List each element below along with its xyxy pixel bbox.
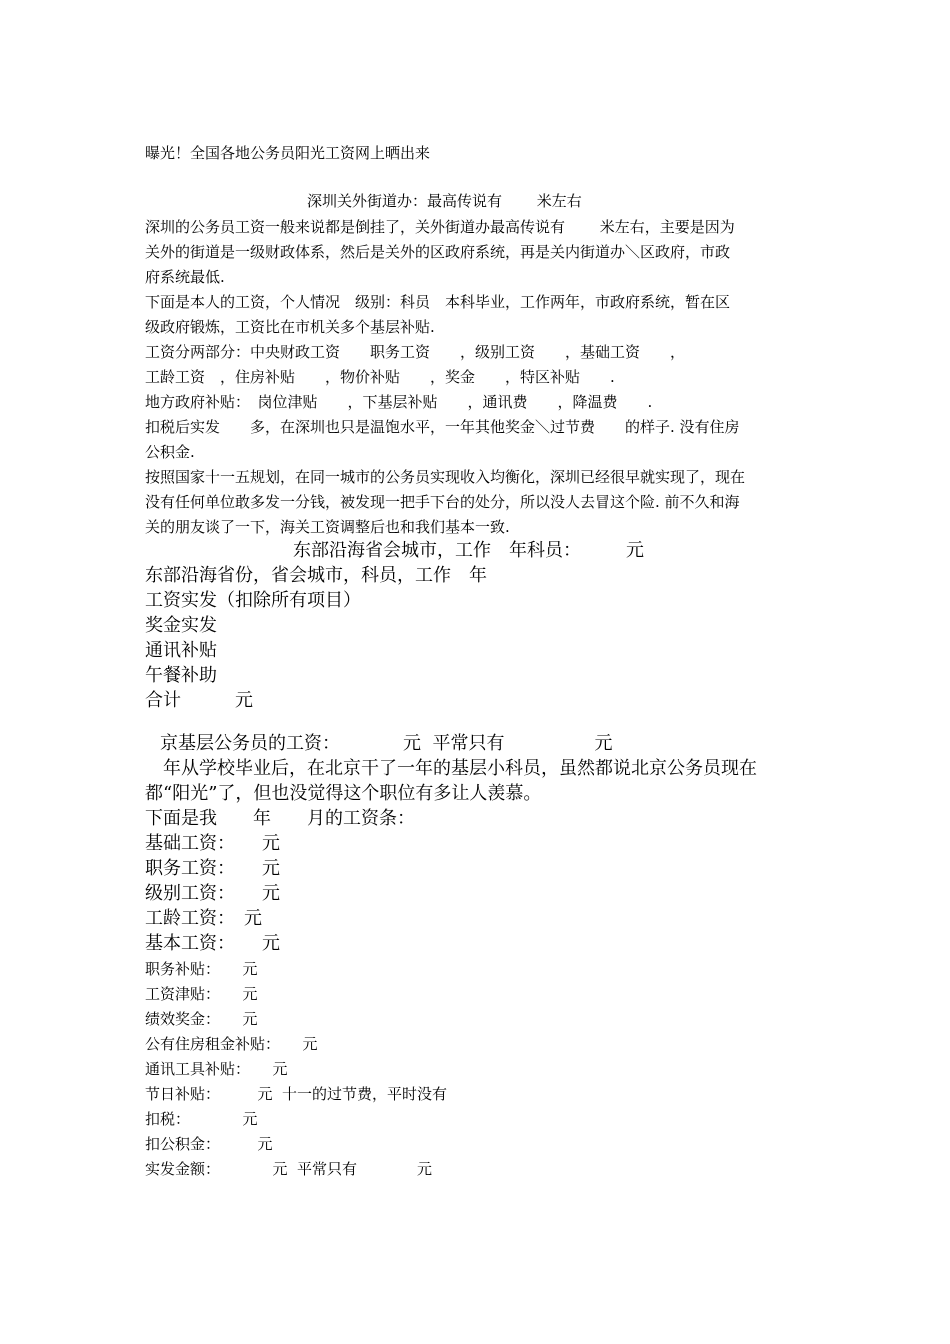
payslip-item: 职务补贴： 元	[145, 960, 258, 978]
coastal-line: 通讯补贴	[145, 640, 217, 661]
shenzhen-para-1-line-3: 府系统最低.	[145, 268, 225, 286]
payslip-item: 基础工资： 元	[145, 833, 280, 854]
payslip-item: 职务工资： 元	[145, 858, 280, 879]
shenzhen-heading: 深圳关外街道办：最高传说有 米左右	[307, 192, 582, 210]
beijing-heading: 京基层公务员的工资： 元 平常只有 元	[160, 733, 613, 754]
coastal-line: 工资实发（扣除所有项目）	[145, 590, 361, 611]
payslip-item: 公有住房租金补贴： 元	[145, 1035, 318, 1053]
beijing-intro-line-1: 年从学校毕业后，在北京干了一年的基层小科员，虽然都说北京公务员现在	[145, 758, 757, 779]
payslip-item: 基本工资： 元	[145, 933, 280, 954]
coastal-total: 合计 元	[145, 690, 253, 711]
payslip-item: 绩效奖金： 元	[145, 1010, 258, 1028]
coastal-heading: 东部沿海省会城市，工作 年科员： 元	[293, 540, 644, 561]
shenzhen-para-6-line-1: 按照国家十一五规划，在同一城市的公务员实现收入均衡化，深圳已经很早就实现了，现在	[145, 468, 746, 486]
payslip-item: 工龄工资： 元	[145, 908, 262, 929]
coastal-line: 午餐补助	[145, 665, 217, 686]
payslip-title: 下面是我 年 月的工资条：	[145, 808, 415, 829]
shenzhen-para-6-line-3: 关的朋友谈了一下，海关工资调整后也和我们基本一致.	[145, 518, 510, 536]
shenzhen-para-2-line-1: 下面是本人的工资，个人情况 级别：科员 本科毕业，工作两年，市政府系统，暂在区	[145, 293, 731, 311]
shenzhen-para-5-line-1: 扣税后实发 多，在深圳也只是温饱水平，一年其他奖金＼过节费 的样子. 没有住房	[145, 418, 740, 436]
shenzhen-para-1-line-2: 关外的街道是一级财政体系，然后是关外的区政府系统，再是关内街道办＼区政府，市政	[145, 243, 731, 261]
shenzhen-para-5-line-2: 公积金.	[145, 443, 195, 461]
payslip-item: 通讯工具补贴： 元	[145, 1060, 288, 1078]
shenzhen-para-3-line-1: 工资分两部分：中央财政工资 职务工资 ，级别工资 ，基础工资 ，	[145, 343, 686, 361]
shenzhen-para-4-line-1: 地方政府补贴： 岗位津贴 ，下基层补贴 ，通讯费 ，降温费 .	[145, 393, 653, 411]
document-title: 曝光！全国各地公务员阳光工资网上晒出来	[145, 144, 431, 162]
payslip-net-pay: 实发金额： 元 平常只有 元	[145, 1160, 433, 1178]
coastal-line: 奖金实发	[145, 615, 217, 636]
shenzhen-para-1-line-1: 深圳的公务员工资一般来说都是倒挂了，关外街道办最高传说有 米左右，主要是因为	[145, 218, 735, 236]
beijing-intro-line-2: 都“阳光”了，但也没觉得这个职位有多让人羡慕。	[145, 783, 542, 804]
coastal-line: 东部沿海省份，省会城市，科员，工作 年	[145, 565, 487, 586]
payslip-item: 节日补贴： 元 十一的过节费，平时没有	[145, 1085, 448, 1103]
payslip-item: 扣公积金： 元	[145, 1135, 273, 1153]
shenzhen-para-6-line-2: 没有任何单位敢多发一分钱，被发现一把手下台的处分，所以没人去冒这个险. 前不久和海	[145, 493, 740, 511]
shenzhen-para-2-line-2: 级政府锻炼，工资比在市机关多个基层补贴.	[145, 318, 435, 336]
payslip-item: 扣税： 元	[145, 1110, 258, 1128]
shenzhen-para-3-line-2: 工龄工资 ，住房补贴 ，物价补贴 ，奖金 ，特区补贴 .	[145, 368, 615, 386]
payslip-item: 级别工资： 元	[145, 883, 280, 904]
payslip-item: 工资津贴： 元	[145, 985, 258, 1003]
